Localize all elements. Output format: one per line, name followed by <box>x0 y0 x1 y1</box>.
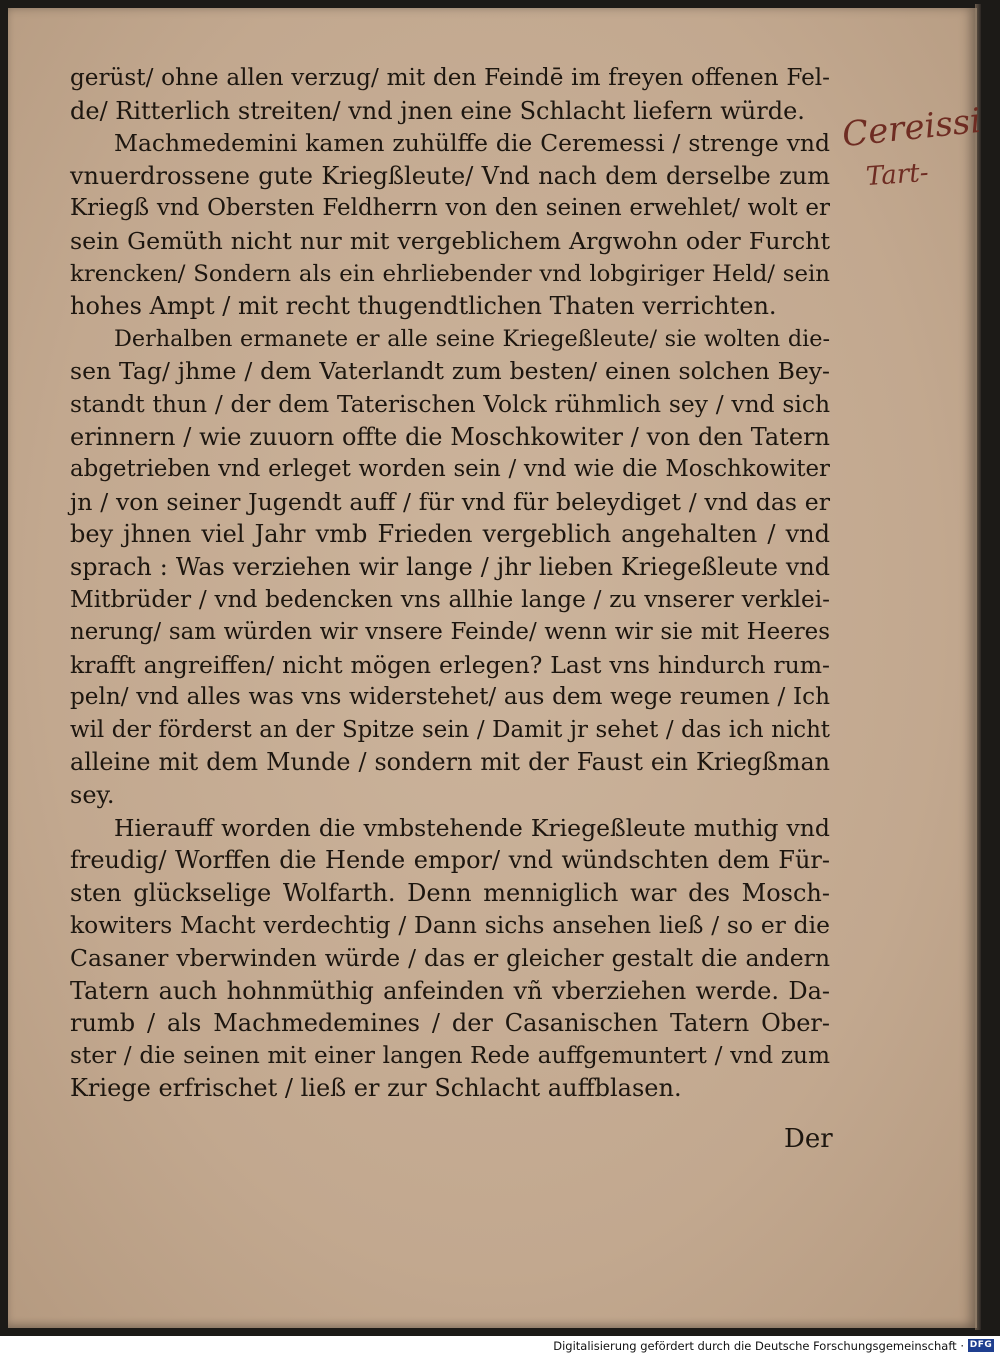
text-line: freudig/ Worffen die Hende empor/ vnd wündschten dem Für- <box>70 846 830 875</box>
text-line: bey jhnen viel Jahr vmb Frieden vergeblich angehalten / vnd <box>70 520 830 549</box>
paragraph-3 <box>70 323 830 812</box>
text-line: Tatern auch hohnmüthig anfeinden vñ vberziehen werde. Da- <box>70 976 830 1005</box>
paragraph-1 <box>70 62 830 127</box>
main-text <box>70 62 830 1105</box>
marginal-note-line: Tart- <box>865 157 930 193</box>
paragraph-2 <box>70 127 830 323</box>
text-line: de/ Ritterlich streiten/ vnd jnen eine Schlacht liefern würde. <box>70 96 805 125</box>
text-line: sey. <box>70 781 115 810</box>
text-line: ster / die seinen mit einer langen Rede auffgemuntert / vnd zum <box>70 1041 830 1069</box>
text-line: Casaner vberwinden würde / das er gleicher gestalt die andern <box>70 944 830 973</box>
handwritten-marginal-note <box>838 96 983 196</box>
text-line: nerung/ sam würden wir vnsere Feinde/ wenn wir sie mit Heeres <box>70 619 830 646</box>
catchword: Der <box>784 1124 833 1154</box>
text-line: sten glückselige Wolfarth. Denn menniglich war des Mosch- <box>70 878 830 907</box>
text-line: kowiters Macht verdechtig / Dann sichs ansehen ließ / so er die <box>70 911 830 940</box>
text-line: vnuerdrossene gute Kriegßleute/ Vnd nach dem derselbe zum <box>70 161 830 190</box>
paragraph-4 <box>70 812 830 1105</box>
dfg-logo: DFG <box>969 1340 993 1350</box>
text-line: erinnern / wie zuuorn offte die Moschkowiter / von den Tatern <box>70 422 830 451</box>
text-line: hohes Ampt / mit recht thugendtlichen Thaten verrichten. <box>70 292 777 321</box>
footer-bar <box>0 1336 1000 1356</box>
text-line: Machmedemini kamen zuhülffe die Ceremessi / strenge vnd <box>114 129 830 158</box>
text-line: sein Gemüth nicht nur mit vergeblichem Argwohn oder Furcht <box>70 226 830 255</box>
marginal-note-line: Cereissi <box>840 100 983 156</box>
text-line: rumb / als Machmedemines / der Casanischen Tatern Ober- <box>70 1009 830 1038</box>
text-line: krencken/ Sondern als ein ehrliebender vnd lobgiriger Held/ sein <box>70 260 830 287</box>
text-line: wil der förderst an der Spitze sein / Damit jr sehet / das ich nicht <box>70 716 830 743</box>
text-line: alleine mit dem Munde / sondern mit der Faust ein Kriegßman <box>70 748 830 777</box>
text-line: Derhalben ermanete er alle seine Kriegeßleute/ sie wolten die- <box>114 325 830 352</box>
text-line: jn / von seiner Jugendt auff / für vnd für beleydiget / vnd das er <box>70 487 830 516</box>
text-line: gerüst/ ohne allen verzug/ mit den Feindē im freyen offenen Fel- <box>70 65 830 91</box>
text-line: Mitbrüder / vnd bedencken vns allhie lange / zu vnserer verklei- <box>70 585 830 613</box>
text-line: abgetrieben vnd erleget worden sein / vnd wie die Moschkowiter <box>70 456 830 483</box>
text-line: sprach : Was verziehen wir lange / jhr lieben Kriegeßleute vnd <box>70 552 830 581</box>
text-line: Kriegß vnd Obersten Feldherrn von den seinen erwehlet/ wolt er <box>70 195 830 222</box>
funding-credit: Digitalisierung gefördert durch die Deutsche Forschungsgemeinschaft · <box>553 1339 964 1353</box>
text-line: Kriege erfrischet / ließ er zur Schlacht auffblasen. <box>70 1074 682 1103</box>
text-line: standt thun / der dem Taterischen Volck rühmlich sey / vnd sich <box>70 389 830 418</box>
text-line: krafft angreiffen/ nicht mögen erlegen? Last vns hindurch rum- <box>70 650 830 679</box>
text-line: sen Tag/ jhme / dem Vaterlandt zum besten/ einen solchen Bey- <box>70 357 830 386</box>
text-line: peln/ vnd alles was vns widerstehet/ aus dem wege reumen / Ich <box>70 684 830 711</box>
text-line: Hierauff worden die vmbstehende Kriegeßleute muthig vnd <box>114 813 830 842</box>
